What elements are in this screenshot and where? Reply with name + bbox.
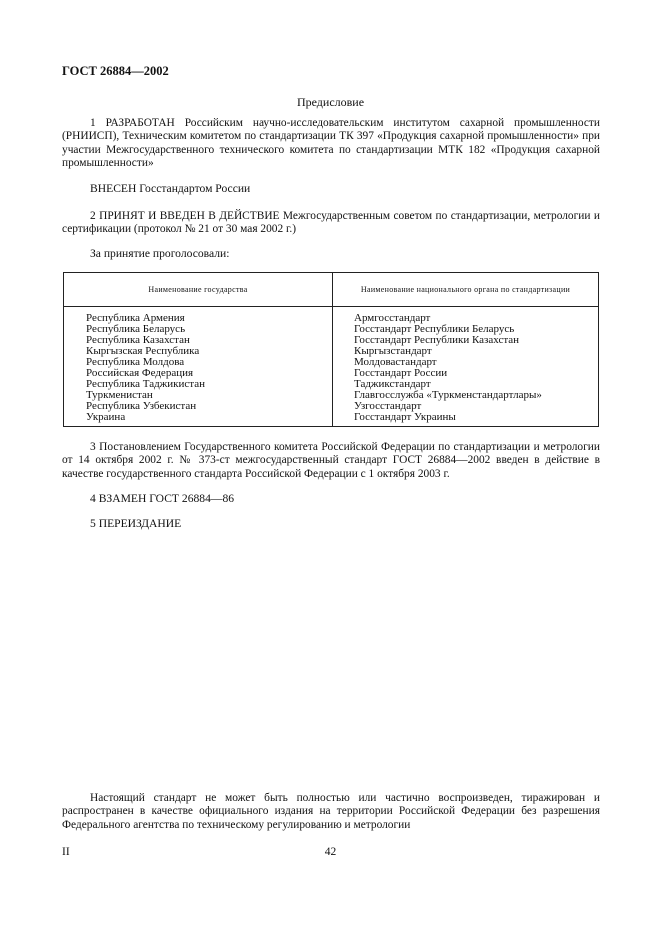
list-item: Госстандарт Республики Беларусь (354, 323, 515, 335)
copyright-notice: Настоящий стандарт не может быть полностью или частично воспроизведен, тиражирован и распространен в качестве официального издания на территории Российской Федерации без разрешения Федерального агентства по техническому регулированию и метрологии (62, 792, 600, 831)
paragraph-5: 5 ПЕРЕИЗДАНИЕ (90, 517, 182, 530)
list-item: Кыргызстандарт (354, 345, 432, 357)
list-item: Республика Армения (86, 312, 185, 324)
list-item: Госстандарт Украины (354, 411, 456, 423)
state-list (64, 307, 333, 427)
list-item: Республика Молдова (86, 356, 185, 368)
list-item: Республика Таджикистан (86, 378, 205, 390)
body-list (333, 307, 599, 427)
list-item: Узгосстандарт (354, 400, 422, 412)
paragraph-4: 4 ВЗАМЕН ГОСТ 26884—86 (90, 492, 235, 505)
column-header-state: Наименование государства (64, 273, 333, 307)
list-item: Таджикстандарт (354, 378, 431, 390)
foreword-title: Предисловие (296, 95, 365, 109)
list-item: Госстандарт России (354, 367, 448, 379)
list-item: Кыргызская Республика (86, 345, 200, 357)
paragraph-3: 3 Постановлением Государственного комитета Российской Федерации по стандартизации и метрологии от 14 октября 2002 г. № 373-ст межгосударственный стандарт ГОСТ 26884—2002 введен в действие в качестве государственного стандарта Российской Федерации с 1 октября 2003 г. (62, 441, 600, 480)
page-number: 42 (324, 846, 337, 858)
roman-page-number: II (62, 846, 70, 858)
list-item: Главгосслужба «Туркменстандартлары» (354, 389, 542, 401)
paragraph-1: 1 РАЗРАБОТАН Российским научно-исследовательским институтом сахарной промышленности (РНИИСП), Техническим комитетом по стандартизации ТК 397 «Продукция сахарной промышленности» при участии Межгосударственного технического комитета по стандартизации МТК 182 «Продукция сахарной промышленности» (62, 117, 600, 170)
introduced-by: ВНЕСЕН Госстандартом России (90, 182, 251, 195)
paragraph-2: 2 ПРИНЯТ И ВВЕДЕН В ДЕЙСТВИЕ Межгосударственным советом по стандартизации, метрологии и сертификации (протокол № 21 от 30 мая 2002 г.) (62, 210, 600, 236)
table-row (64, 307, 599, 427)
list-item: Республика Казахстан (86, 334, 190, 346)
list-item: Республика Беларусь (86, 323, 186, 335)
column-header-body: Наименование национального органа по стандартизации (333, 273, 599, 307)
document-code: ГОСТ 26884—2002 (62, 64, 169, 78)
voting-table (63, 272, 599, 427)
voted-label: За принятие проголосовали: (90, 247, 230, 260)
list-item: Госстандарт Республики Казахстан (354, 334, 520, 346)
list-item: Республика Узбекистан (86, 400, 197, 412)
list-item: Молдовастандарт (354, 356, 437, 368)
list-item: Туркменистан (86, 389, 153, 401)
list-item: Армгосстандарт (354, 312, 431, 324)
list-item: Украина (86, 411, 126, 423)
list-item: Российская Федерация (86, 367, 194, 379)
